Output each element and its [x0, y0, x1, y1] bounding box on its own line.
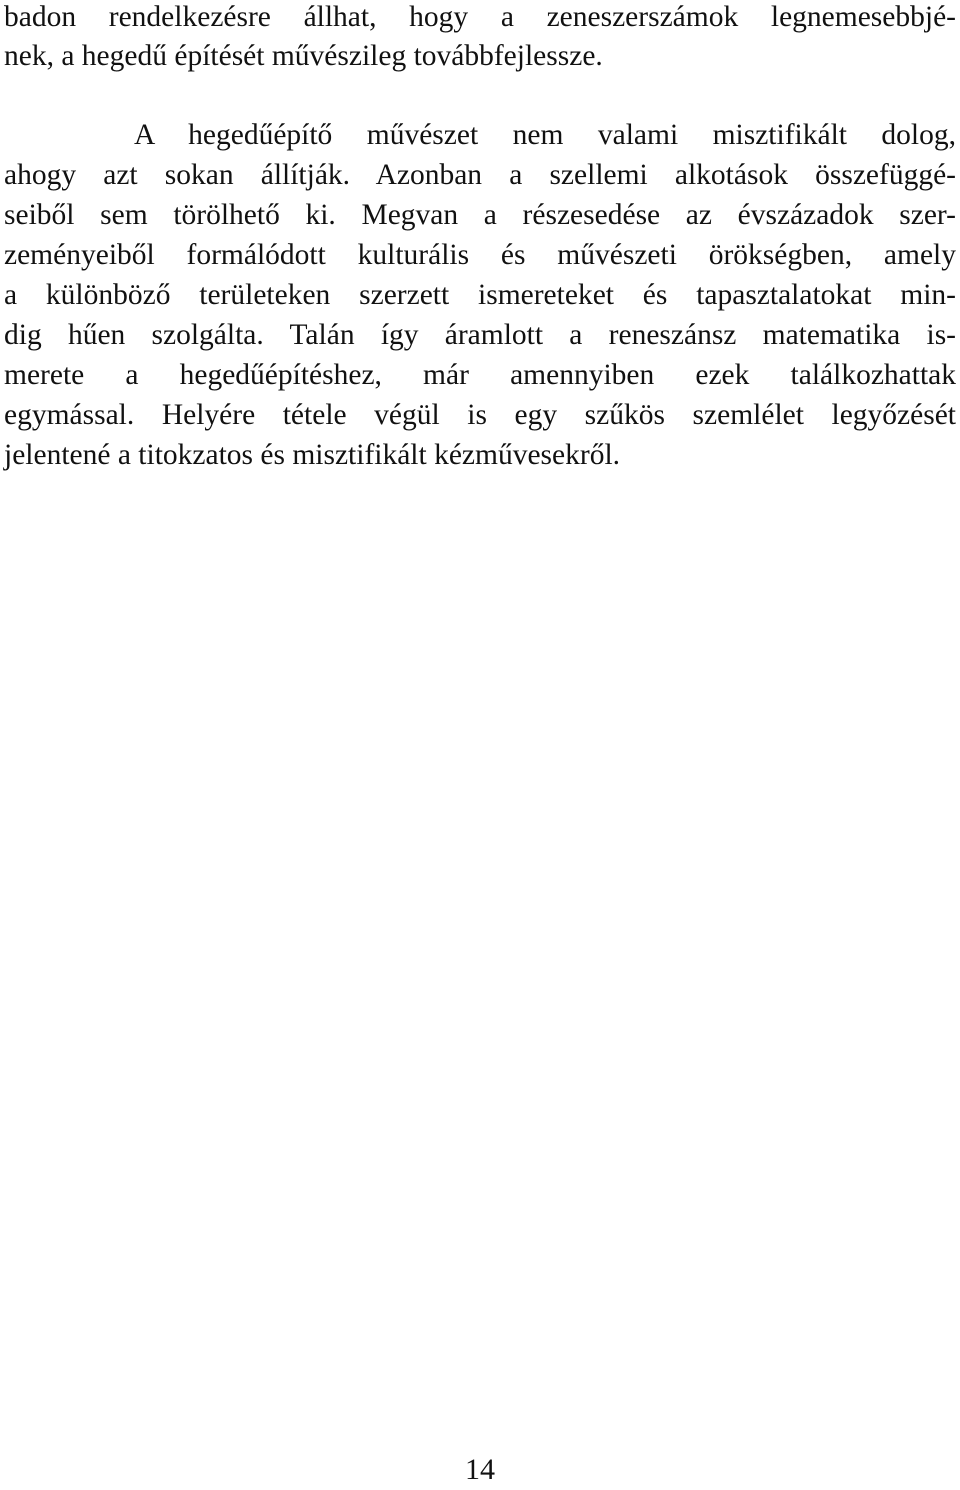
text-line-9: merete a hegedűépítéshez, már amennyiben ezek találkozhattak	[4, 359, 956, 391]
text-line-7: a különböző területeken szerzett ismereteket és tapasztalatokat min-	[4, 279, 956, 311]
text-line-4: ahogy azt sokan állítják. Azonban a szellemi alkotások összefüggé-	[4, 159, 956, 191]
text-line-8: dig hűen szolgálta. Talán így áramlott a reneszánsz matematika is-	[4, 319, 956, 351]
text-line-11: jelentené a titokzatos és misztifikált kézművesekről.	[4, 439, 621, 471]
page-number: 14	[465, 1453, 495, 1486]
text-line-2: nek, a hegedű építését művészileg továbbfejlessze.	[4, 40, 603, 72]
text-line-6: zeményeiből formálódott kulturális és művészeti örökségben, amely	[4, 239, 956, 271]
paragraph-indented-line: A hegedűépítő művészet nem valami misztifikált dolog,	[134, 119, 956, 151]
text-line-5: seiből sem törölhető ki. Megvan a részesedése az évszázadok szer-	[4, 199, 956, 231]
text-line-1: badon rendelkezésre állhat, hogy a zeneszerszámok legnemesebbjé-	[4, 1, 956, 33]
text-line-10: egymással. Helyére tétele végül is egy szűkös szemlélet legyőzését	[4, 399, 956, 431]
